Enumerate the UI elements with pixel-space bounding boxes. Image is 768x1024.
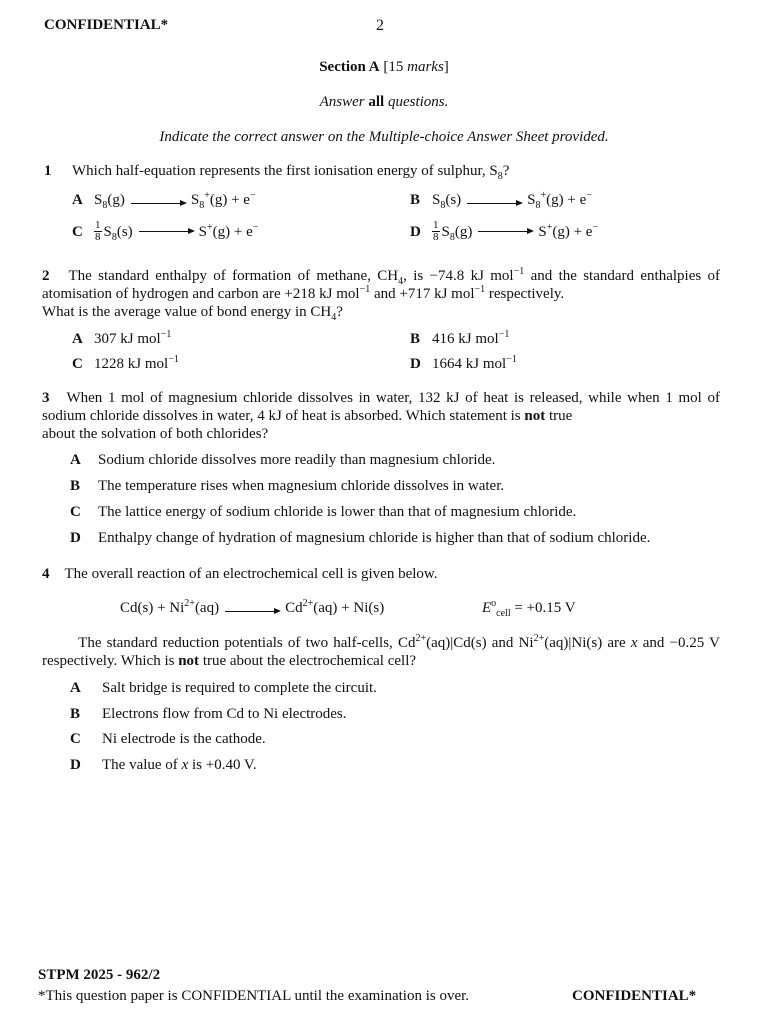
q4-stem-text: The overall reaction of an electrochemical cell is given below. [64, 566, 438, 582]
q2-b-label: B [410, 331, 421, 347]
q1-d-lhs-state: (g) [454, 223, 473, 240]
q4-p1-b: (aq)|Cd(s) and Ni [426, 635, 534, 651]
q2-line3-b: ? [336, 304, 343, 320]
q1-c-label: C [72, 223, 83, 240]
q3-d-label: D [70, 530, 81, 546]
q3-line2-b: true [545, 408, 573, 424]
q4-paragraph [42, 634, 720, 670]
q4-d-x: x [181, 757, 189, 773]
q1-stem [72, 162, 509, 180]
q2-line1-sub: 4 [398, 276, 404, 287]
q1-a-rhs-sub: 8 [199, 200, 205, 211]
q4-p1-c: (aq)|Ni(s) are [544, 635, 631, 651]
reaction-arrow-icon [139, 231, 193, 232]
q1-a-rhs-state: (g) + e [209, 192, 250, 208]
fraction-one-eighth [432, 220, 440, 243]
q1-option-a[interactable] [72, 191, 256, 209]
reaction-arrow-icon [225, 611, 279, 612]
q2-line2-sup: −1 [359, 284, 371, 295]
q1-b-rhs: S [527, 192, 536, 208]
q1-a-lhs-state: (g) [107, 192, 125, 208]
q2-line2-b: and +717 kJ mol [370, 286, 475, 302]
q1-stem-text: Which half-equation represents the first ionisation energy of sulphur, S [72, 163, 498, 179]
q1-b-rhs-sup: + [540, 190, 547, 201]
q3-b-label: B [70, 478, 81, 494]
q3-c-text: The lattice energy of sodium chloride is lower than that of magnesium chloride. [98, 504, 577, 520]
instr-all: all [368, 94, 385, 110]
section-title-bold: Section A [319, 59, 380, 75]
q1-a-rhs: S [190, 192, 200, 208]
q4-p1-d: and [637, 635, 665, 651]
q1-b-lhs-sub: 8 [440, 200, 446, 211]
q1-c-frac-den: 8 [95, 231, 101, 243]
q4-ecell [482, 599, 576, 617]
q2-option-c[interactable] [72, 355, 179, 373]
q4-eq-rhs-a: Cd [285, 600, 303, 616]
q2-c-unit-sup: −1 [168, 354, 179, 365]
q3-option-a[interactable] [70, 451, 495, 469]
q1-b-e-sup: − [586, 190, 592, 201]
q1-option-d[interactable] [410, 220, 598, 243]
q4-eq-lhs-sup: 2+ [184, 598, 195, 609]
q2-a-label: A [72, 331, 83, 347]
q3-not: not [524, 408, 546, 424]
q1-d-frac-den: 8 [433, 231, 439, 243]
section-title-end: ] [443, 59, 449, 75]
q4-not: not [178, 653, 200, 669]
q4-e-symbol: E [482, 600, 492, 616]
q3-option-d[interactable] [70, 529, 650, 547]
section-title [0, 58, 768, 76]
q4-a-text: Salt bridge is required to complete the circuit. [102, 680, 377, 696]
q1-option-c[interactable] [72, 220, 258, 243]
q1-d-rhs-state: (g) + e [552, 223, 593, 240]
q2-line2-sup2: −1 [474, 284, 486, 295]
q4-eq-lhs-a: Cd(s) + Ni [120, 600, 185, 616]
q2-num: 2 [42, 268, 50, 284]
q1-c-frac-num: 1 [95, 219, 101, 231]
q2-line1: The standard enthalpy of formation of methane, CH [68, 268, 399, 284]
q1-c-lhs-sub: 8 [111, 231, 117, 243]
q4-p1-sup1: 2+ [415, 633, 427, 644]
q2-line2-a: enthalpies of atomisation of hydrogen and carbon are +218 kJ mol [42, 268, 721, 302]
q2-line2-c: respectively. [485, 286, 565, 302]
q3-c-label: C [70, 504, 81, 520]
q2-d-unit-sup: −1 [506, 354, 517, 365]
q2-a-unit-sup: −1 [160, 329, 172, 340]
q4-b-text: Electrons flow from Cd to Ni electrodes. [102, 706, 347, 722]
q2-d-unit: kJ mol [462, 356, 507, 372]
q4-p1-x: x [630, 635, 638, 651]
q2-b-value: 416 [432, 331, 455, 347]
q4-option-a[interactable] [70, 679, 377, 697]
q2-line1-b: , is −74.8 kJ mol [403, 268, 514, 284]
q1-c-rhs-state: (g) + e [212, 223, 253, 240]
q1-c-lhs: S [103, 223, 112, 240]
q1-d-rhs-sup: + [546, 221, 553, 233]
q3-option-b[interactable] [70, 477, 504, 495]
q1-a-lhs: S [94, 192, 103, 208]
instruction-answer-sheet: Indicate the correct answer on the Multiple-choice Answer Sheet provided. [159, 129, 609, 145]
q4-c-text: Ni electrode is the cathode. [102, 731, 266, 747]
q1-c-rhs-sup: + [207, 221, 213, 233]
q4-e-sub: cell [496, 608, 511, 619]
instr-c: questions. [384, 94, 449, 110]
q2-option-d[interactable] [410, 355, 517, 373]
q3-option-c[interactable] [70, 503, 576, 521]
q1-d-rhs: S [538, 223, 547, 240]
q3-a-label: A [70, 452, 81, 468]
q1-c-lhs-state: (s) [116, 223, 133, 240]
instr-a: Answer [319, 94, 369, 110]
q3-d-text: Enthalpy change of hydration of magnesium chloride is higher than that of sodium chloride. [98, 530, 651, 546]
q2-option-b[interactable] [410, 330, 509, 348]
q1-a-lhs-sub: 8 [102, 200, 108, 211]
q2-d-value: 1664 [432, 356, 462, 372]
q3-line3: about the solvation of both chlorides? [42, 426, 269, 442]
q1-num: 1 [44, 163, 52, 179]
q4-eq-rhs-b: (aq) + Ni(s) [313, 600, 385, 616]
footer-confidential: CONFIDENTIAL* [572, 988, 697, 1004]
q1-a-rhs-sup: + [204, 190, 210, 201]
q4-p1-a: The standard reduction potentials of two half-cells, Cd [78, 635, 416, 651]
q4-d-text-b: is +0.40 V. [188, 757, 257, 773]
q2-c-value: 1228 [94, 356, 124, 372]
q2-b-unit-sup: −1 [498, 329, 510, 340]
q4-p2-a: −0.25 V respectively. Which is [42, 635, 720, 669]
q1-d-lhs: S [441, 223, 450, 240]
section-title-rest: [15 [379, 59, 408, 75]
q1-number [44, 162, 52, 180]
q2-b-unit: kJ mol [454, 331, 499, 347]
q1-stem-post: ? [502, 163, 510, 179]
q3-line1: When 1 mol of magnesium chloride dissolves in water, 132 kJ of heat is released, while when [66, 390, 660, 406]
q4-p2-b: true about the electrochemical cell? [199, 653, 417, 669]
q1-b-label: B [410, 192, 421, 208]
q3-b-text: The temperature rises when magnesium chloride dissolves in water. [98, 478, 505, 494]
q1-b-rhs-state: (g) + e [546, 192, 587, 208]
q4-num: 4 [42, 566, 50, 582]
q3-a-text: Sodium chloride dissolves more readily than magnesium chloride. [98, 452, 496, 468]
footer-paper-code: STPM 2025 - 962/2 [38, 967, 161, 983]
q1-d-e-sup: − [592, 221, 599, 233]
q4-c-label: C [70, 731, 81, 747]
q1-d-frac-num: 1 [433, 219, 439, 231]
q4-equation [120, 599, 384, 617]
q4-option-c[interactable] [70, 730, 266, 748]
q1-option-b[interactable] [410, 191, 592, 209]
q1-b-lhs-state: (s) [445, 192, 462, 208]
q1-a-e-sup: − [249, 190, 256, 201]
q2-a-value: 307 [94, 331, 117, 347]
q4-e-sup: o [491, 598, 497, 609]
q3-stem [42, 389, 720, 443]
q4-d-text-a: The value of [102, 757, 182, 773]
q2-c-unit: kJ mol [124, 356, 169, 372]
q4-d-label: D [70, 757, 81, 773]
q1-c-rhs: S [198, 223, 208, 240]
q1-c-e-sup: − [252, 221, 259, 233]
q1-d-label: D [410, 223, 421, 240]
q1-stem-sub: 8 [497, 171, 503, 182]
q1-b-lhs: S [432, 192, 441, 208]
q4-eq-lhs-b: (aq) [194, 600, 220, 616]
reaction-arrow-icon [131, 203, 185, 204]
q1-d-lhs-sub: 8 [449, 231, 455, 243]
q2-stem [42, 267, 720, 321]
q2-option-a[interactable] [72, 330, 171, 348]
q2-line1-c: and the standard [524, 268, 635, 284]
q2-c-label: C [72, 356, 83, 372]
fraction-one-eighth [94, 220, 102, 243]
q4-eq-rhs-sup: 2+ [302, 598, 314, 609]
q4-p1-sup2: 2+ [533, 633, 545, 644]
q4-b-label: B [70, 706, 81, 722]
q2-line1-sup: −1 [513, 266, 525, 277]
q2-line3-sub: 4 [331, 312, 337, 323]
reaction-arrow-icon [478, 231, 532, 232]
q3-line2-a: 1 mol of sodium chloride dissolves in water, 4 kJ of heat is absorbed. Which statement is [42, 390, 720, 424]
q4-e-value: = +0.15 V [510, 600, 576, 616]
section-title-marks: marks [407, 59, 444, 75]
q2-d-label: D [410, 356, 421, 372]
reaction-arrow-icon [467, 203, 521, 204]
q4-option-d[interactable] [70, 756, 257, 774]
q4-option-b[interactable] [70, 705, 347, 723]
q2-line3-a: What is the average value of bond energy in CH [42, 304, 332, 320]
q3-num: 3 [42, 390, 50, 406]
page-number: 2 [376, 17, 384, 34]
header-confidential: CONFIDENTIAL* [44, 17, 169, 33]
q4-a-label: A [70, 680, 81, 696]
q2-a-unit: kJ mol [116, 331, 161, 347]
footer-note: *This question paper is CONFIDENTIAL until the examination is over. [38, 988, 470, 1004]
q4-stem [42, 565, 438, 583]
q1-b-rhs-sub: 8 [535, 200, 541, 211]
instruction-answer-all [0, 93, 768, 111]
q1-a-label: A [72, 192, 83, 208]
